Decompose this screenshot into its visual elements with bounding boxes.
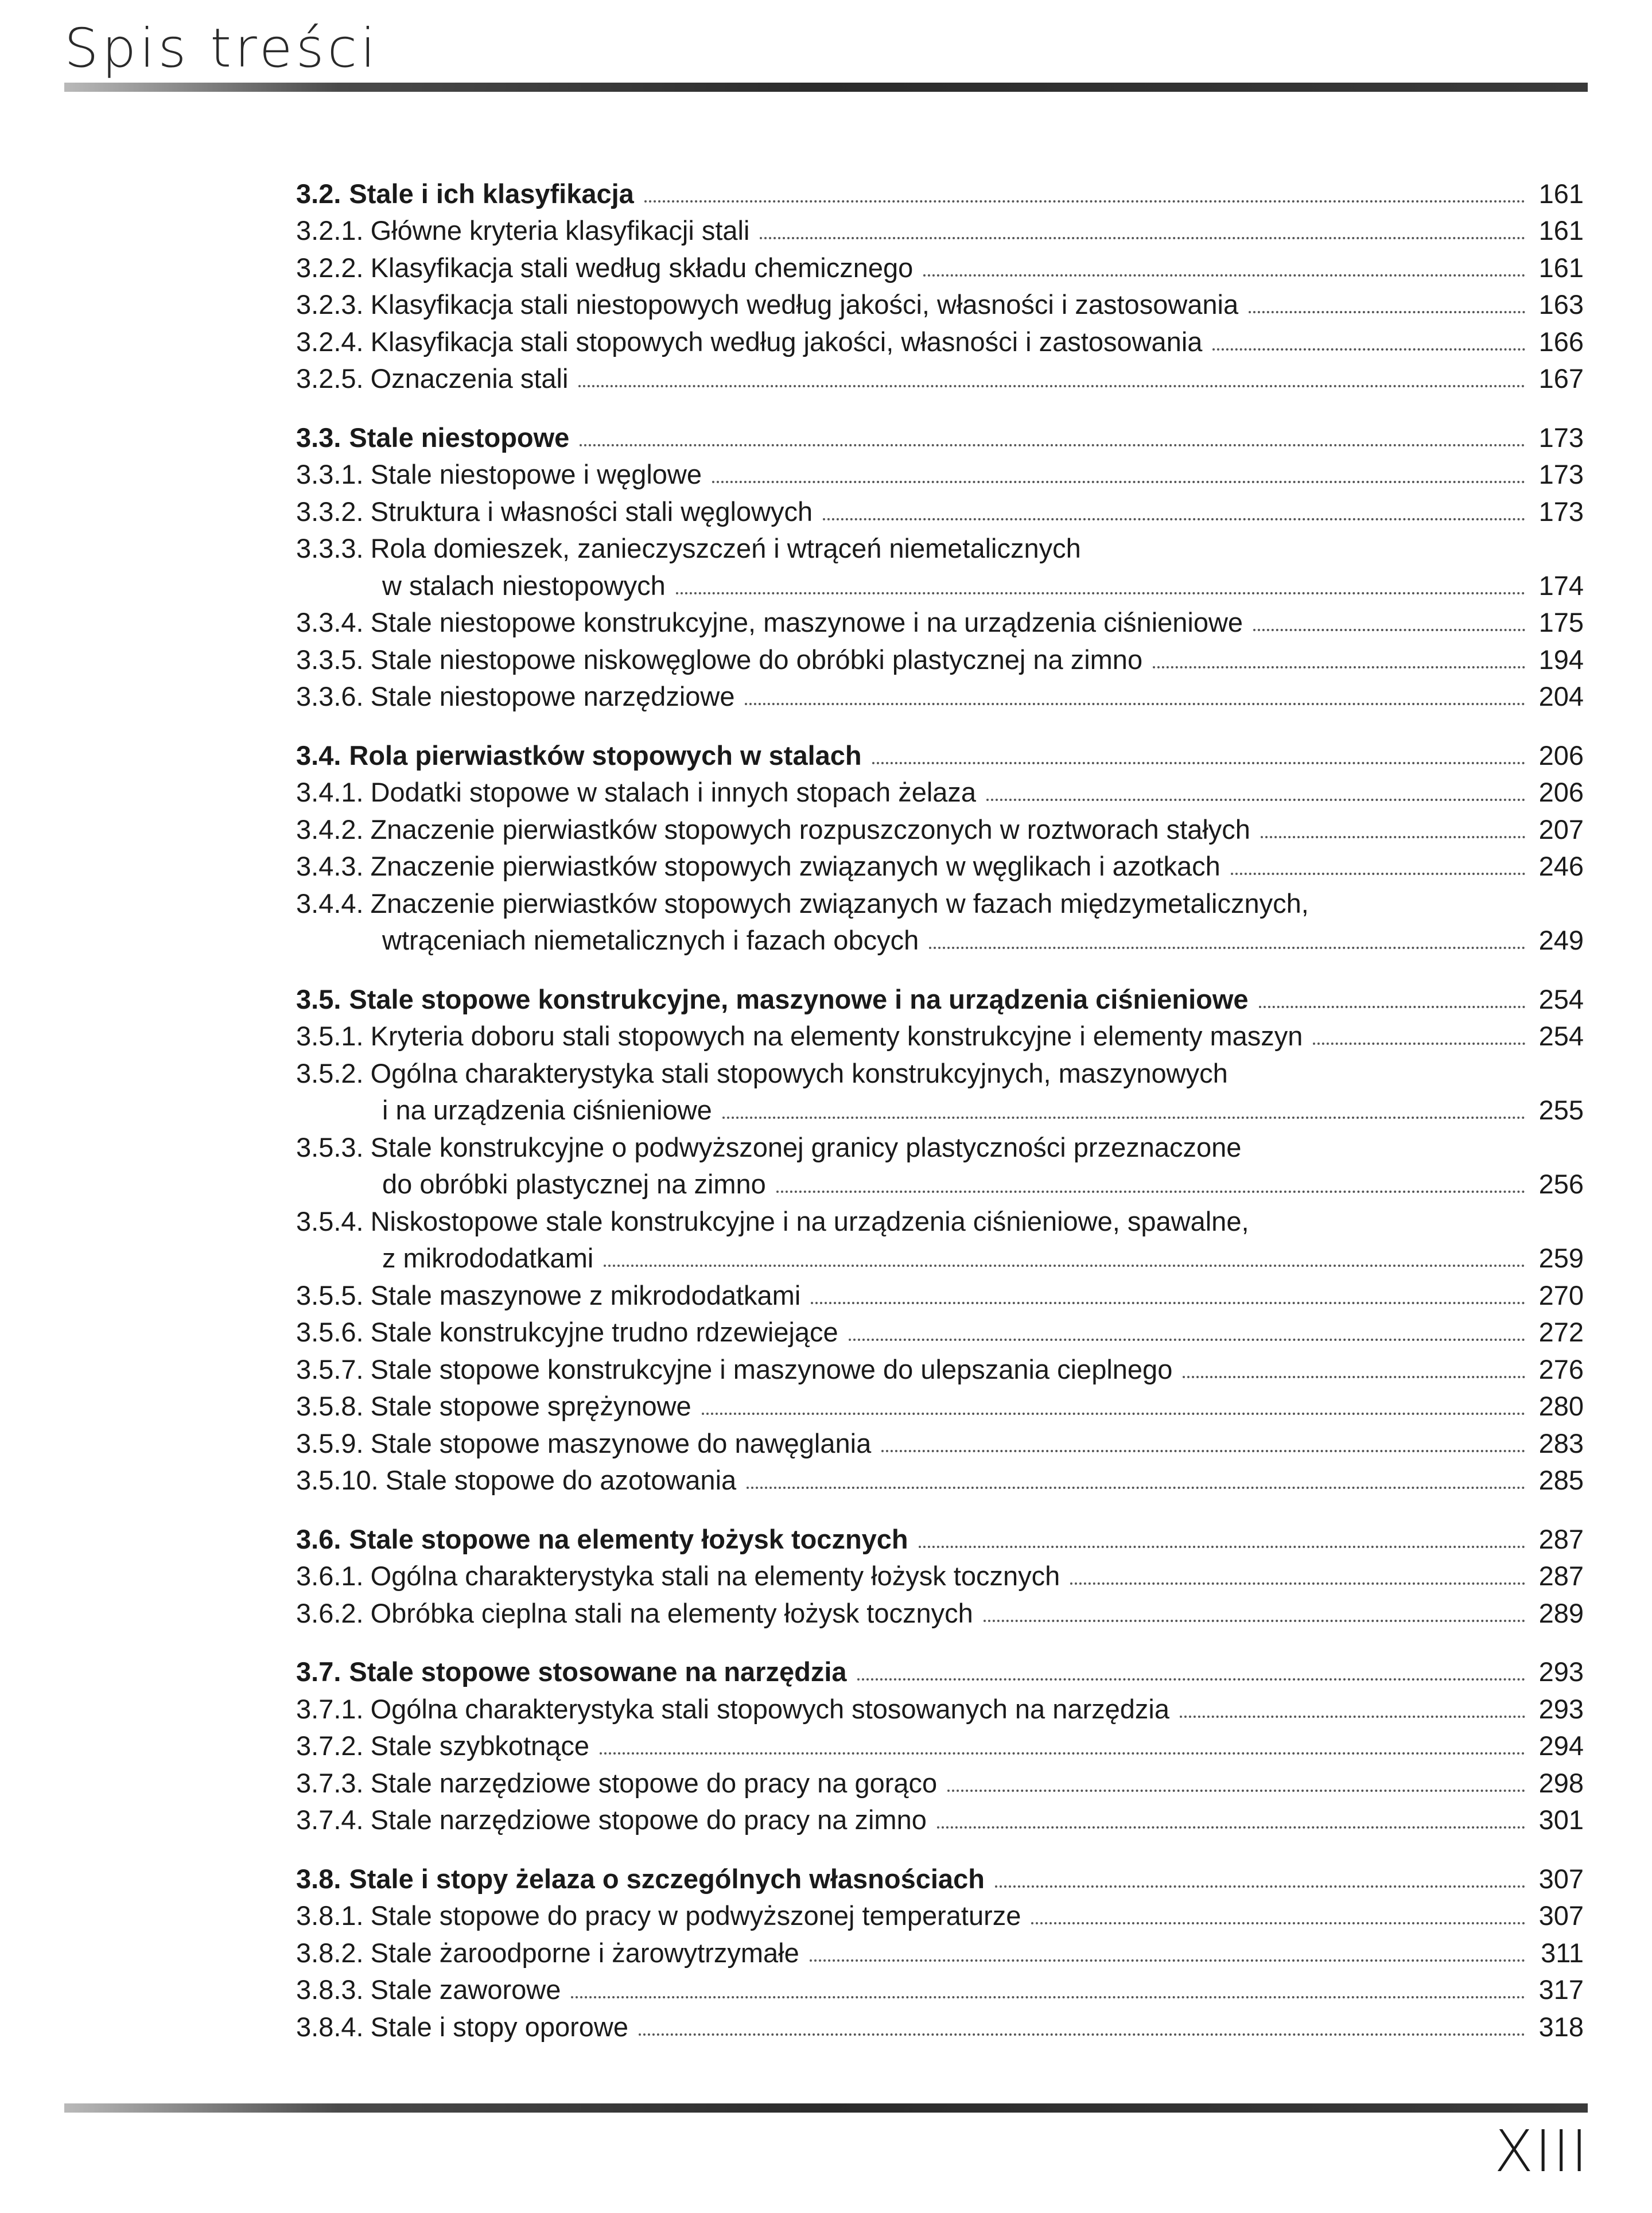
toc-entry-title: Oznaczenia stali bbox=[370, 363, 569, 394]
toc-page-number: 174 bbox=[1538, 570, 1584, 601]
toc-entry-title: Ogólna charakterystyka stali na elementy łożysk tocznych bbox=[370, 1561, 1060, 1591]
toc-entry-number: 3.3.5. bbox=[296, 644, 364, 675]
toc-page-number: 161 bbox=[1538, 215, 1584, 246]
toc-entry bbox=[296, 1589, 1584, 1627]
toc-page-number: 307 bbox=[1538, 1863, 1584, 1894]
toc-entry bbox=[296, 1553, 1584, 1590]
toc-section-title: Stale stopowe na elementy łożysk tocznych bbox=[349, 1523, 908, 1554]
toc-entry-number: 3.5.8. bbox=[296, 1391, 364, 1421]
toc-entry-title: Stale stopowe sprężynowe bbox=[370, 1391, 691, 1421]
toc-entry bbox=[296, 673, 1584, 710]
toc-dot-leader bbox=[995, 1885, 1525, 1888]
toc-page-number: 173 bbox=[1538, 496, 1584, 527]
toc-page-number: 298 bbox=[1538, 1767, 1584, 1798]
toc-entry bbox=[296, 1087, 1584, 1124]
toc-entry-title: i na urządzenia ciśnieniowe bbox=[382, 1095, 712, 1125]
toc-section-heading bbox=[296, 414, 1584, 451]
toc-dot-leader bbox=[857, 1678, 1525, 1681]
toc-entry-title: Dodatki stopowe w stalach i innych stopach żelaza bbox=[370, 777, 977, 807]
toc-section-heading bbox=[296, 732, 1584, 769]
toc-dot-leader bbox=[1313, 1043, 1525, 1045]
toc-entry-number: 3.4.1. bbox=[296, 777, 364, 807]
toc-dot-leader bbox=[571, 1996, 1525, 1998]
toc-dot-leader bbox=[1183, 1376, 1525, 1378]
toc-entry bbox=[296, 1383, 1584, 1420]
page-number: XIII bbox=[1494, 2118, 1589, 2185]
toc-section-number: 3.4. bbox=[296, 740, 341, 771]
toc-section-number: 3.3. bbox=[296, 422, 341, 453]
toc-section-number: 3.8. bbox=[296, 1863, 341, 1894]
toc-dot-leader bbox=[881, 1450, 1525, 1452]
toc-entry-title: Ogólna charakterystyka stali stopowych stosowanych na narzędzia bbox=[370, 1693, 1170, 1724]
toc-section-number: 3.5. bbox=[296, 983, 341, 1014]
toc-page-number: 293 bbox=[1538, 1693, 1584, 1724]
toc-dot-leader bbox=[776, 1191, 1525, 1193]
toc-entry bbox=[296, 1197, 1584, 1235]
toc-dot-leader bbox=[760, 237, 1525, 239]
toc-dot-leader bbox=[639, 2033, 1525, 2036]
toc-entry bbox=[296, 1271, 1584, 1309]
toc-dot-leader bbox=[1031, 1922, 1525, 1924]
toc-page-number: 163 bbox=[1538, 289, 1584, 320]
toc-dot-leader bbox=[823, 518, 1525, 520]
toc-entry bbox=[296, 244, 1584, 281]
toc-entry-title: Stale i stopy oporowe bbox=[370, 2011, 628, 2042]
toc-entry bbox=[296, 599, 1584, 636]
toc-dot-leader bbox=[712, 481, 1525, 483]
toc-section-number: 3.7. bbox=[296, 1656, 341, 1687]
toc-page-number: 194 bbox=[1538, 644, 1584, 675]
toc-entry-number: 3.5.9. bbox=[296, 1428, 364, 1459]
toc-page-number: 161 bbox=[1538, 178, 1584, 209]
toc-entry-number: 3.3.1. bbox=[296, 459, 364, 489]
toc-dot-leader bbox=[1153, 666, 1525, 668]
toc-entry bbox=[296, 1345, 1584, 1383]
table-of-contents bbox=[296, 170, 1584, 2040]
toc-entry-number: 3.7.4. bbox=[296, 1804, 364, 1835]
toc-page-number: 173 bbox=[1538, 422, 1584, 453]
toc-entry-number: 3.7.2. bbox=[296, 1730, 364, 1761]
toc-dot-leader bbox=[747, 1487, 1525, 1489]
toc-page-number: 318 bbox=[1538, 2011, 1584, 2042]
toc-entry-title: Stale niestopowe narzędziowe bbox=[370, 681, 735, 711]
toc-section bbox=[296, 170, 1584, 392]
toc-dot-leader bbox=[1212, 348, 1525, 351]
toc-page-number: 272 bbox=[1538, 1317, 1584, 1347]
toc-entry-title: Struktura i własności stali węglowych bbox=[370, 496, 813, 527]
toc-entry bbox=[296, 1796, 1584, 1834]
toc-page-number: 276 bbox=[1538, 1354, 1584, 1384]
toc-dot-leader bbox=[872, 762, 1525, 764]
toc-entry-title: Stale stopowe do azotowania bbox=[385, 1465, 737, 1495]
toc-dot-leader bbox=[919, 1546, 1525, 1548]
toc-entry-number: 3.2.4. bbox=[296, 326, 364, 357]
toc-entry-title: Stale narzędziowe stopowe do pracy na zimno bbox=[370, 1804, 927, 1835]
toc-entry-number: 3.5.7. bbox=[296, 1354, 364, 1384]
toc-dot-leader bbox=[923, 274, 1525, 277]
toc-entry-title: Klasyfikacja stali według składu chemicznego bbox=[370, 252, 914, 283]
toc-entry-title: z mikrododatkami bbox=[382, 1243, 594, 1273]
toc-page-number: 254 bbox=[1538, 983, 1584, 1014]
toc-entry-number: 3.3.6. bbox=[296, 681, 364, 711]
toc-section-title: Stale stopowe stosowane na narzędzia bbox=[349, 1656, 847, 1687]
toc-entry bbox=[296, 488, 1584, 525]
toc-page-number: 307 bbox=[1538, 1900, 1584, 1931]
toc-dot-leader bbox=[1231, 873, 1525, 875]
toc-entry-title: Ogólna charakterystyka stali stopowych konstrukcyjnych, maszynowych bbox=[370, 1057, 1228, 1088]
toc-entry-title: Rola domieszek, zanieczyszczeń i wtrąceń niemetalicznych bbox=[370, 533, 1081, 563]
toc-entry-title: Stale konstrukcyjne trudno rdzewiejące bbox=[370, 1317, 838, 1347]
toc-dot-leader bbox=[604, 1265, 1525, 1267]
toc-section-title: Stale stopowe konstrukcyjne, maszynowe i na urządzenia ciśnieniowe bbox=[349, 983, 1249, 1014]
toc-dot-leader bbox=[1249, 311, 1525, 313]
toc-dot-leader bbox=[578, 385, 1525, 387]
toc-page-number: 289 bbox=[1538, 1597, 1584, 1628]
toc-entry-title: Stale stopowe konstrukcyjne i maszynowe do ulepszania cieplnego bbox=[370, 1354, 1173, 1384]
toc-dot-leader bbox=[580, 444, 1525, 446]
toc-entry-number: 3.8.1. bbox=[296, 1900, 364, 1931]
toc-entry bbox=[296, 806, 1584, 843]
toc-entry bbox=[296, 1013, 1584, 1050]
toc-entry bbox=[296, 281, 1584, 318]
toc-dot-leader bbox=[937, 1826, 1525, 1829]
toc-entry-number: 3.8.4. bbox=[296, 2011, 364, 2042]
toc-entry bbox=[296, 451, 1584, 488]
toc-section-title: Rola pierwiastków stopowych w stalach bbox=[349, 740, 862, 771]
toc-page-number: 167 bbox=[1538, 363, 1584, 394]
toc-entry-number: 3.6.2. bbox=[296, 1597, 364, 1628]
toc-entry bbox=[296, 843, 1584, 880]
toc-entry-number: 3.5.2. bbox=[296, 1057, 364, 1088]
toc-entry bbox=[296, 1892, 1584, 1930]
toc-entry-number: 3.7.1. bbox=[296, 1693, 364, 1724]
toc-dot-leader bbox=[1261, 836, 1525, 838]
toc-page-number: 285 bbox=[1538, 1465, 1584, 1495]
toc-entry-title: Stale żaroodporne i żarowytrzymałe bbox=[370, 1937, 799, 1968]
toc-page-number: 206 bbox=[1538, 740, 1584, 771]
toc-entry-title: Główne kryteria klasyfikacji stali bbox=[370, 215, 750, 246]
toc-page-number: 287 bbox=[1538, 1561, 1584, 1591]
toc-entry bbox=[296, 1759, 1584, 1796]
toc-entry-number: 3.4.4. bbox=[296, 888, 364, 919]
toc-entry-title: Klasyfikacja stali niestopowych według jakości, własności i zastosowania bbox=[370, 289, 1239, 320]
toc-dot-leader bbox=[702, 1413, 1525, 1415]
toc-section-heading bbox=[296, 975, 1584, 1013]
toc-entry-number: 3.5.6. bbox=[296, 1317, 364, 1347]
footer-rule bbox=[64, 2103, 1588, 2113]
toc-page-number: 294 bbox=[1538, 1730, 1584, 1761]
toc-section-title: Stale niestopowe bbox=[349, 422, 570, 453]
toc-section bbox=[296, 1515, 1584, 1627]
toc-entry bbox=[296, 207, 1584, 244]
toc-entry-number: 3.5.1. bbox=[296, 1021, 364, 1051]
toc-dot-leader bbox=[811, 1302, 1525, 1304]
toc-entry-number: 3.7.3. bbox=[296, 1767, 364, 1798]
toc-entry bbox=[296, 525, 1584, 562]
toc-section-heading bbox=[296, 1648, 1584, 1686]
toc-section-title: Stale i ich klasyfikacja bbox=[349, 178, 634, 209]
toc-entry bbox=[296, 1722, 1584, 1760]
toc-entry bbox=[296, 636, 1584, 673]
toc-page-number: 249 bbox=[1538, 925, 1584, 955]
toc-dot-leader bbox=[984, 1620, 1525, 1622]
toc-page-number: 207 bbox=[1538, 814, 1584, 845]
toc-entry-number: 3.2.3. bbox=[296, 289, 364, 320]
toc-page-number: 287 bbox=[1538, 1523, 1584, 1554]
toc-dot-leader bbox=[810, 1959, 1525, 1962]
toc-entry bbox=[296, 1309, 1584, 1346]
toc-section bbox=[296, 732, 1584, 954]
toc-page-number: 166 bbox=[1538, 326, 1584, 357]
toc-page-number: 317 bbox=[1538, 1974, 1584, 2005]
toc-entry bbox=[296, 1457, 1584, 1494]
toc-entry-number: 3.5.10. bbox=[296, 1465, 379, 1495]
toc-entry-number: 3.8.3. bbox=[296, 1974, 364, 2005]
toc-page-number: 270 bbox=[1538, 1279, 1584, 1310]
toc-entry bbox=[296, 1123, 1584, 1161]
toc-entry-title: Znaczenie pierwiastków stopowych rozpuszczonych w roztworach stałych bbox=[370, 814, 1250, 845]
toc-entry-number: 3.4.3. bbox=[296, 851, 364, 881]
toc-page-number: 311 bbox=[1541, 1937, 1584, 1968]
toc-entry-title: Znaczenie pierwiastków stopowych związanych w węglikach i azotkach bbox=[370, 851, 1220, 881]
toc-page-number: 283 bbox=[1538, 1428, 1584, 1459]
toc-entry bbox=[296, 1929, 1584, 1966]
toc-page-number: 254 bbox=[1538, 1021, 1584, 1051]
toc-entry-number: 3.6.1. bbox=[296, 1561, 364, 1591]
toc-page-number: 280 bbox=[1538, 1391, 1584, 1421]
toc-entry-title: Znaczenie pierwiastków stopowych związanych w fazach międzymetalicznych, bbox=[370, 888, 1309, 919]
toc-page-number: 259 bbox=[1538, 1243, 1584, 1273]
toc-section bbox=[296, 414, 1584, 710]
toc-entry-number: 3.2.1. bbox=[296, 215, 364, 246]
toc-entry-title: Stale niestopowe konstrukcyjne, maszynowe i na urządzenia ciśnieniowe bbox=[370, 607, 1243, 637]
toc-entry-title: Stale stopowe do pracy w podwyższonej temperaturze bbox=[370, 1900, 1021, 1931]
toc-section-number: 3.2. bbox=[296, 178, 341, 209]
toc-page-number: 173 bbox=[1538, 459, 1584, 489]
toc-entry bbox=[296, 355, 1584, 392]
toc-entry bbox=[296, 562, 1584, 599]
toc-entry-title: Stale konstrukcyjne o podwyższonej granicy plastyczności przeznaczone bbox=[370, 1131, 1242, 1162]
toc-entry-title: Stale niestopowe i węglowe bbox=[370, 459, 702, 489]
toc-entry-number: 3.3.3. bbox=[296, 533, 364, 563]
toc-entry-number: 3.3.2. bbox=[296, 496, 364, 527]
toc-section-heading bbox=[296, 170, 1584, 207]
toc-entry-number: 3.2.2. bbox=[296, 252, 364, 283]
toc-page-number: 175 bbox=[1538, 607, 1584, 637]
toc-entry-number: 3.3.4. bbox=[296, 607, 364, 637]
toc-entry-number: 3.2.5. bbox=[296, 363, 364, 394]
toc-entry-number: 3.5.5. bbox=[296, 1279, 364, 1310]
toc-entry-title: Stale niestopowe niskowęglowe do obróbki plastycznej na zimno bbox=[370, 644, 1143, 675]
toc-dot-leader bbox=[1253, 629, 1525, 631]
toc-page-number: 161 bbox=[1538, 252, 1584, 283]
toc-entry-title: Stale maszynowe z mikrododatkami bbox=[370, 1279, 801, 1310]
toc-dot-leader bbox=[947, 1790, 1525, 1792]
toc-entry-title: Niskostopowe stale konstrukcyjne i na urządzenia ciśnieniowe, spawalne, bbox=[370, 1205, 1249, 1236]
toc-section bbox=[296, 975, 1584, 1494]
toc-entry bbox=[296, 1235, 1584, 1272]
toc-entry-title: Stale zaworowe bbox=[370, 1974, 561, 2005]
toc-entry-number: 3.5.4. bbox=[296, 1205, 364, 1236]
page-header-title: Spis treści bbox=[64, 17, 379, 80]
toc-dot-leader bbox=[1259, 1006, 1525, 1008]
toc-page-number: 255 bbox=[1538, 1095, 1584, 1125]
toc-entry bbox=[296, 318, 1584, 355]
toc-dot-leader bbox=[929, 947, 1525, 949]
toc-page-number: 301 bbox=[1538, 1804, 1584, 1835]
toc-dot-leader bbox=[849, 1339, 1525, 1341]
header-rule bbox=[64, 83, 1588, 92]
toc-page-number: 246 bbox=[1538, 851, 1584, 881]
toc-section-heading bbox=[296, 1855, 1584, 1892]
toc-section-title: Stale i stopy żelaza o szczególnych własnościach bbox=[349, 1863, 985, 1894]
toc-section bbox=[296, 1648, 1584, 1834]
toc-dot-leader bbox=[722, 1117, 1525, 1119]
toc-page-number: 293 bbox=[1538, 1656, 1584, 1687]
toc-entry-title: Stale narzędziowe stopowe do pracy na gorąco bbox=[370, 1767, 938, 1798]
toc-entry bbox=[296, 1966, 1584, 2004]
toc-entry-title: Obróbka cieplna stali na elementy łożysk tocznych bbox=[370, 1597, 973, 1628]
toc-dot-leader bbox=[745, 703, 1525, 705]
toc-dot-leader bbox=[986, 799, 1525, 801]
toc-section-number: 3.6. bbox=[296, 1523, 341, 1554]
toc-entry-title: w stalach niestopowych bbox=[382, 570, 666, 601]
toc-entry-number: 3.4.2. bbox=[296, 814, 364, 845]
toc-dot-leader bbox=[1070, 1582, 1525, 1585]
toc-entry bbox=[296, 880, 1584, 917]
toc-entry bbox=[296, 1419, 1584, 1457]
toc-entry bbox=[296, 917, 1584, 954]
toc-section-heading bbox=[296, 1515, 1584, 1553]
toc-entry bbox=[296, 769, 1584, 806]
toc-page-number: 206 bbox=[1538, 777, 1584, 807]
toc-entry-title: Stale stopowe maszynowe do nawęglania bbox=[370, 1428, 872, 1459]
toc-dot-leader bbox=[676, 592, 1525, 594]
toc-dot-leader bbox=[1180, 1716, 1525, 1718]
toc-dot-leader bbox=[644, 200, 1525, 203]
toc-page-number: 256 bbox=[1538, 1169, 1584, 1199]
toc-entry bbox=[296, 2003, 1584, 2040]
toc-entry-number: 3.5.3. bbox=[296, 1131, 364, 1162]
toc-entry-number: 3.8.2. bbox=[296, 1937, 364, 1968]
toc-entry-title: Stale szybkotnące bbox=[370, 1730, 590, 1761]
toc-entry-title: do obróbki plastycznej na zimno bbox=[382, 1169, 766, 1199]
toc-entry-title: wtrąceniach niemetalicznych i fazach obcych bbox=[382, 925, 919, 955]
toc-page-number: 204 bbox=[1538, 681, 1584, 711]
toc-entry-title: Kryteria doboru stali stopowych na elementy konstrukcyjne i elementy maszyn bbox=[370, 1021, 1303, 1051]
toc-dot-leader bbox=[600, 1752, 1525, 1755]
toc-entry bbox=[296, 1685, 1584, 1722]
toc-entry bbox=[296, 1049, 1584, 1087]
toc-entry-title: Klasyfikacja stali stopowych według jakości, własności i zastosowania bbox=[370, 326, 1203, 357]
toc-entry bbox=[296, 1161, 1584, 1198]
toc-section bbox=[296, 1855, 1584, 2040]
